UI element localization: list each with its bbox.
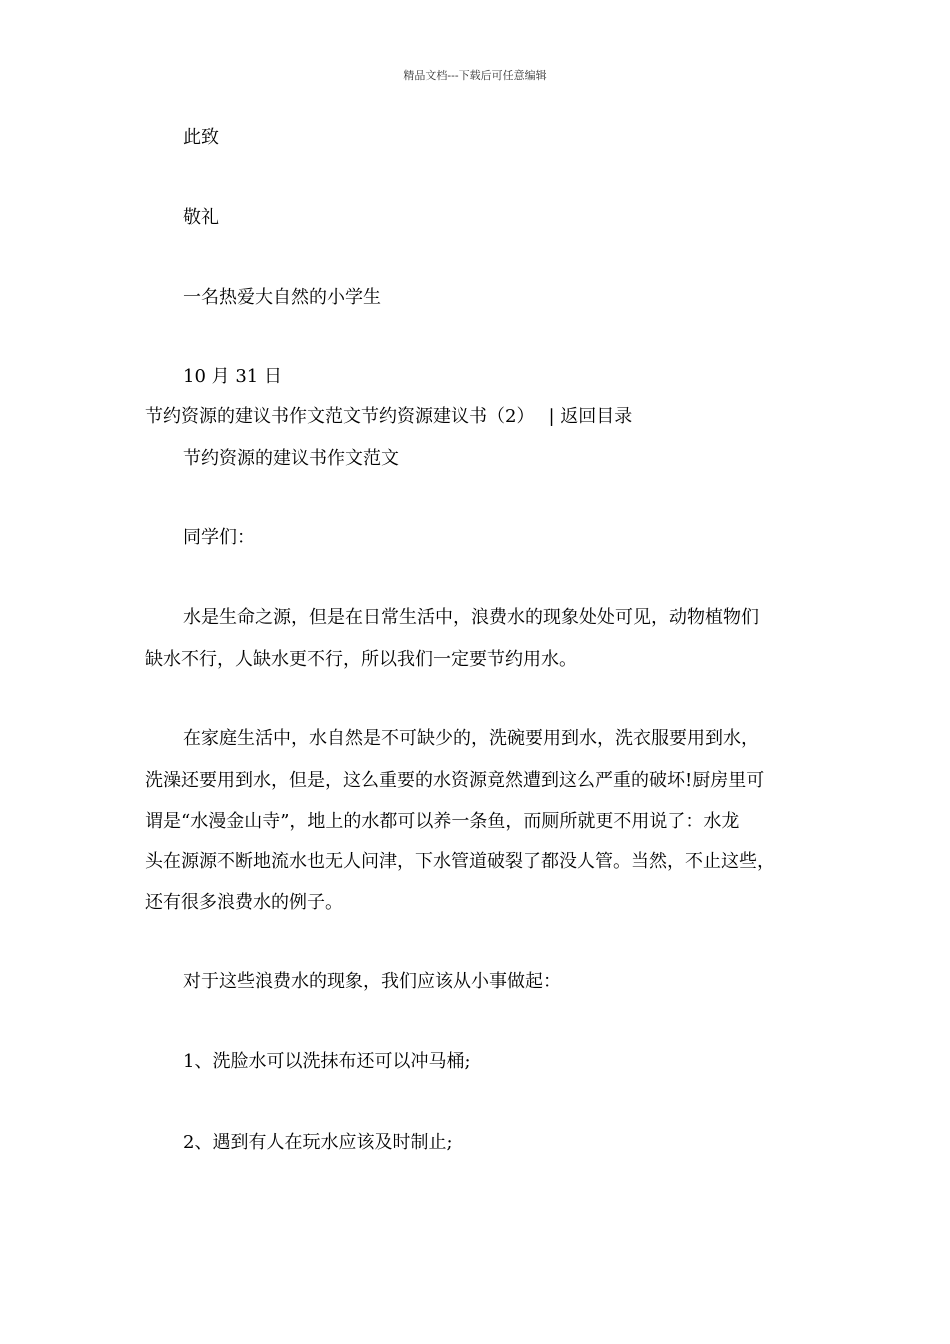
greeting: 同学们： [183, 527, 255, 548]
paragraph-2-line-3: 谓是“水漫金山寺”，地上的水都可以养一条鱼，而厕所就更不用说了：水龙 [145, 811, 740, 832]
list-item: 1、洗脸水可以洗抹布还可以冲马桶; [183, 1051, 471, 1072]
paragraph-1-line-2: 缺水不行，人缺水更不行，所以我们一定要节约用水。 [145, 649, 577, 670]
paragraph-2-line-5: 还有很多浪费水的例子。 [145, 892, 343, 913]
back-to-toc-link[interactable]: | 返回目录 [548, 406, 633, 427]
page-header: 精品文档---下载后可任意编辑 [403, 69, 547, 82]
closing-salutation: 此致 [183, 127, 219, 148]
paragraph-1-line-1: 水是生命之源，但是在日常生活中，浪费水的现象处处可见，动物植物们 [183, 607, 759, 628]
closing-signature: 一名热爱大自然的小学生 [183, 287, 381, 308]
paragraph-2-line-1: 在家庭生活中，水自然是不可缺少的，洗碗要用到水，洗衣服要用到水， [183, 728, 759, 749]
paragraph-2-line-4: 头在源源不断地流水也无人问津，下水管道破裂了都没人管。当然，不止这些， [145, 851, 775, 872]
section-title: 节约资源的建议书作文范文节约资源建议书（2） [145, 406, 535, 427]
section-subtitle: 节约资源的建议书作文范文 [183, 448, 399, 469]
closing-regards: 敬礼 [183, 207, 219, 228]
paragraph-3: 对于这些浪费水的现象，我们应该从小事做起： [183, 971, 561, 992]
list-item: 2、遇到有人在玩水应该及时制止; [183, 1132, 453, 1153]
section-title-row [145, 408, 632, 426]
paragraph-2-line-2: 洗澡还要用到水，但是，这么重要的水资源竟然遭到这么严重的破坏!厨房里可 [145, 770, 765, 791]
closing-date: 10 月 31 日 [183, 366, 282, 387]
